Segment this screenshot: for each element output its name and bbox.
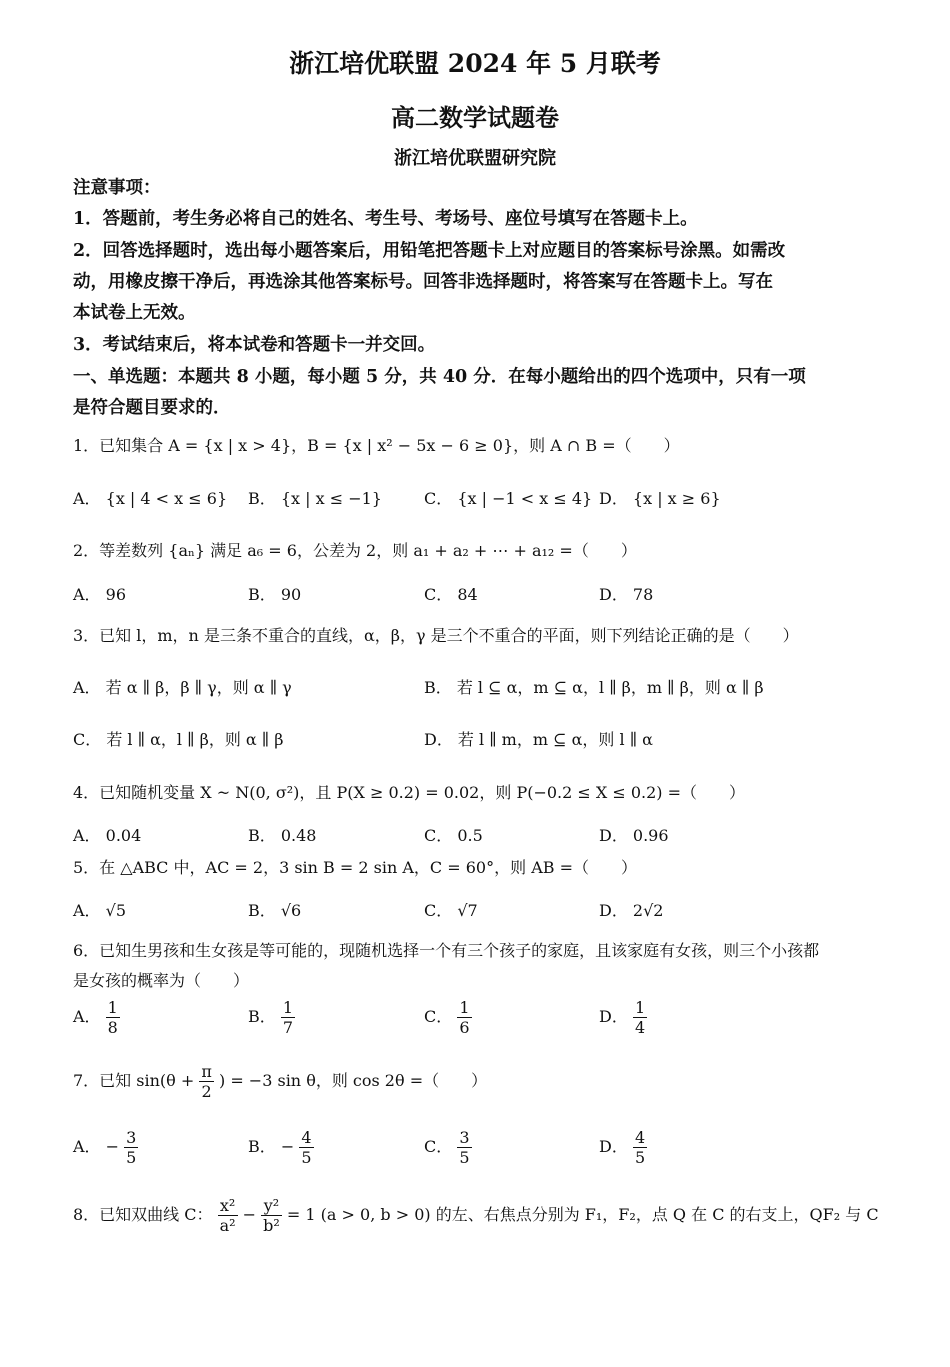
question-6-option-d — [599, 998, 647, 1037]
question-4-stem: 4．已知随机变量 X ~ N(0, σ²)，且 P(X ≥ 0.2) = 0.02，则 P(−0.2 ≤ X ≤ 0.2) =（ ） — [73, 783, 746, 802]
stem-prefix: 8．已知双曲线 C： — [73, 1205, 213, 1225]
question-1-stem: 1．已知集合 A = {x | x > 4}，B = {x | x² − 5x − 6 ≥ 0}，则 A ∩ B =（ ） — [73, 436, 680, 455]
question-4-option-a: A． 0.04 — [73, 826, 142, 845]
section-heading-line-1: 一、单选题：本题共 8 小题，每小题 5 分，共 40 分．在每小题给出的四个选项中，只有一项 — [73, 367, 806, 387]
question-2-option-a: A． 96 — [73, 585, 127, 604]
stem-suffix: ) = −3 sin θ，则 cos 2θ =（ ） — [218, 1071, 488, 1091]
fraction — [299, 1128, 313, 1167]
fraction — [457, 998, 471, 1037]
denominator: 2 — [201, 1082, 212, 1102]
question-7-option-b — [248, 1128, 314, 1167]
denominator: 6 — [459, 1018, 470, 1038]
denominator: a² — [219, 1216, 236, 1236]
numerator: 4 — [301, 1128, 312, 1147]
stem-suffix: = 1 (a > 0, b > 0) 的左、右焦点分别为 F₁，F₂，点 Q 在 C 的右支上，QF₂ 与 C — [286, 1205, 879, 1225]
notice-item-1: 1．答题前，考生务必将自己的姓名、考生号、考场号、座位号填写在答题卡上。 — [73, 209, 698, 229]
question-8-stem — [73, 1196, 879, 1235]
notice-item-2-line-3: 本试卷上无效。 — [73, 303, 196, 323]
denominator: b² — [263, 1216, 280, 1236]
denominator: 7 — [282, 1018, 294, 1038]
question-5-option-a: A． √5 — [73, 901, 127, 920]
question-5-option-d: D． 2√2 — [599, 901, 664, 920]
option-label: A． − — [73, 1137, 120, 1157]
question-7-option-c — [424, 1128, 472, 1167]
numerator: 3 — [126, 1128, 137, 1147]
denominator: 4 — [634, 1018, 646, 1038]
question-7-option-a — [73, 1128, 138, 1167]
question-4-option-c: C． 0.5 — [424, 826, 483, 845]
numerator: 1 — [107, 998, 118, 1017]
exam-organization: 浙江培优联盟研究院 — [394, 148, 556, 169]
numerator: y² — [261, 1196, 282, 1216]
option-label: B． − — [248, 1137, 295, 1157]
question-3-option-d: D． 若 l ∥ m，m ⊆ α，则 l ∥ α — [424, 730, 653, 749]
denominator: 5 — [301, 1148, 312, 1168]
question-1-option-d: D． {x | x ≥ 6} — [599, 489, 721, 508]
denominator: 5 — [459, 1148, 470, 1168]
question-3-option-b: B． 若 l ⊆ α，m ⊆ α，l ∥ β，m ∥ β，则 α ∥ β — [424, 678, 764, 697]
question-5-stem: 5．在 △ABC 中，AC = 2，3 sin B = 2 sin A，C = 60°，则 AB =（ ） — [73, 858, 637, 877]
question-2-stem: 2．等差数列 {aₙ} 满足 a₆ = 6，公差为 2，则 a₁ + a₂ + ⋯ + a₁₂ =（ ） — [73, 541, 637, 560]
numerator: 1 — [459, 998, 470, 1017]
denominator: 5 — [126, 1148, 137, 1168]
section-heading-line-2: 是符合题目要求的． — [73, 398, 231, 418]
exam-title: 浙江培优联盟 2024 年 5 月联考 — [289, 49, 661, 78]
question-4-option-d: D． 0.96 — [599, 826, 669, 845]
option-label: C． — [424, 1137, 453, 1157]
question-1-option-a: A． {x | 4 < x ≤ 6} — [73, 489, 228, 508]
fraction — [124, 1128, 138, 1167]
question-5-option-b: B． √6 — [248, 901, 302, 920]
question-6-option-a — [73, 998, 120, 1037]
numerator: π — [201, 1062, 212, 1081]
option-label: D． — [599, 1137, 628, 1157]
numerator: 4 — [634, 1128, 646, 1147]
minus-sign: − — [242, 1205, 257, 1225]
question-6-stem-line-1: 6．已知生男孩和生女孩是等可能的，现随机选择一个有三个孩子的家庭，且该家庭有女孩，则三个小孩都 — [73, 941, 820, 960]
fraction — [199, 1062, 214, 1101]
notice-item-2-line-1: 2．回答选择题时，选出每小题答案后，用铅笔把答题卡上对应题目的答案标号涂黑。如需改 — [73, 241, 786, 261]
question-3-stem: 3．已知 l，m，n 是三条不重合的直线，α，β，γ 是三个不重合的平面，则下列结论正确的是（ ） — [73, 626, 799, 645]
denominator: 8 — [107, 1018, 118, 1038]
question-7-stem — [73, 1062, 487, 1101]
numerator: x² — [218, 1196, 238, 1216]
question-2-option-b: B． 90 — [248, 585, 302, 604]
fraction — [633, 998, 647, 1037]
question-5-option-c: C． √7 — [424, 901, 478, 920]
question-6-option-b — [248, 998, 295, 1037]
fraction — [106, 998, 120, 1037]
question-1-option-c: C． {x | −1 < x ≤ 4} — [424, 489, 593, 508]
notice-item-2-line-2: 动，用橡皮擦干净后，再选涂其他答案标号。回答非选择题时，将答案写在答题卡上。写在 — [73, 272, 773, 292]
question-1-option-b: B． {x | x ≤ −1} — [248, 489, 382, 508]
fraction — [281, 998, 295, 1037]
denominator: 5 — [634, 1148, 646, 1168]
question-6-stem-line-2: 是女孩的概率为（ ） — [73, 971, 250, 990]
question-7-option-d — [599, 1128, 647, 1167]
question-4-option-b: B． 0.48 — [248, 826, 317, 845]
exam-subtitle: 高二数学试题卷 — [391, 103, 559, 132]
notice-item-3: 3．考试结束后，将本试卷和答题卡一并交回。 — [73, 335, 436, 355]
option-label: D． — [599, 1007, 628, 1027]
option-label: A． — [73, 1007, 101, 1027]
option-label: B． — [248, 1007, 276, 1027]
question-2-option-d: D． 78 — [599, 585, 654, 604]
question-2-option-c: C． 84 — [424, 585, 478, 604]
question-3-option-c: C． 若 l ∥ α，l ∥ β，则 α ∥ β — [73, 730, 284, 749]
option-label: C． — [424, 1007, 453, 1027]
fraction — [218, 1196, 238, 1235]
numerator: 3 — [459, 1128, 470, 1147]
numerator: 1 — [634, 998, 646, 1017]
numerator: 1 — [282, 998, 294, 1017]
question-6-option-c — [424, 998, 472, 1037]
fraction — [261, 1196, 282, 1235]
fraction — [457, 1128, 471, 1167]
fraction — [633, 1128, 647, 1167]
stem-prefix: 7．已知 sin(θ + — [73, 1071, 195, 1091]
question-3-option-a: A． 若 α ∥ β，β ∥ γ，则 α ∥ γ — [73, 678, 292, 697]
notice-heading: 注意事项： — [73, 178, 161, 198]
